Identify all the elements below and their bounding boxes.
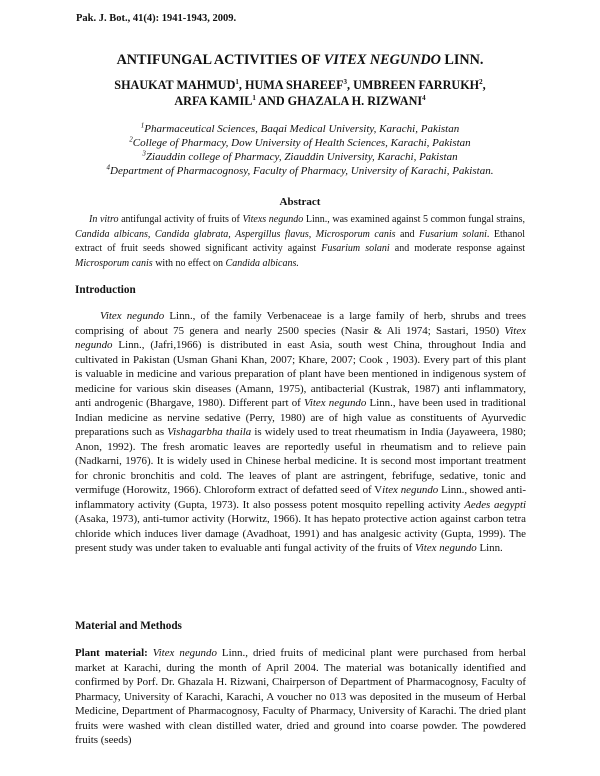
paper-title (0, 52, 600, 69)
affiliation-marker: 1 (140, 121, 145, 130)
title-prefix: ANTIFUNGAL ACTIVITIES OF (116, 52, 324, 68)
abstract-heading: Abstract (279, 196, 321, 208)
author-affil-marker: 1 (252, 93, 256, 102)
author-affil-marker: 4 (422, 93, 426, 102)
affiliation-3 (0, 151, 600, 163)
author-line-2 (0, 94, 600, 109)
author-separator: , (482, 78, 486, 92)
author-name: ARFA KAMIL (174, 94, 253, 108)
author-name: AND GHAZALA H. RIZWANI (255, 94, 423, 108)
author-name: , HUMA SHAREEF (238, 78, 344, 92)
affiliation-text: Department of Pharmacognosy, Faculty of Pharmacy, University of Karachi, Pakistan. (110, 165, 494, 177)
author-name: SHAUKAT MAHMUD (114, 78, 236, 92)
journal-citation: Pak. J. Bot., 41(4): 1941-1943, 2009. (76, 13, 237, 24)
affiliation-text: Ziauddin college of Pharmacy, Ziauddin University, Karachi, Pakistan (145, 151, 458, 163)
plant-material-label: Plant material: (75, 647, 148, 659)
author-affil-marker: 2 (479, 77, 483, 86)
author-line-1 (0, 78, 600, 93)
affiliation-marker: 2 (129, 135, 133, 144)
author-affil-marker: 1 (235, 77, 239, 86)
material-methods-heading: Material and Methods (75, 620, 182, 632)
introduction-paragraph: Vitex negundo Linn., of the family Verbenaceae is a large family of herb, shrubs and trees comprising of about 75 genera and nearly 2500 species (Nasir & Ali 1974; Sastari, 1950) Vitex negundo Linn., (Jafri,1966) is distributed in east Asia, south west China, throughout India and cultivated in Pakistan (Usman Ghani Khan, 2007; Khare, 2007; Cook , 1903). Every part of this plant is valuable in medicine and various preparation of plant have been mentioned in indigenous system of medicine for various skin diseases (Amann, 1975), antibacterial (Kustrak, 1987) anti inflammatory, anti androgenic (Bhargave, 1980). Different part of Vitex negundo Linn., have been used in traditional Indian medicine as nervine sedative (Perry, 1980) are of high value as constituents of Ayurvedic preparations such as Vishagarbha thaila is widely used to treat rheumatism in India (Jayaweera, 1980; Anon, 1992). The fresh aromatic leaves are reportedly useful in rheumatism and to relieve pain (Nadkarni, 1976). It is widely used in Chinese herbal medicine. It is second most important treatment for chronic bronchitis and cold. The leaves of plant are astringent, febrifuge, sedative, tonic and vermifuge (Horowitz, 1966). Chloroform extract of defatted seed of Vitex negundo Linn., showed anti-inflammatory activity (Gupta, 1973). It also possess potent mosquito repelling activity Aedes aegypti (Asaka, 1973), anti-tumor activity (Horwitz, 1966). It has hepato protective action against carbon tetra chloride which induces liver damage (Avadhoat, 1991) and has analgesic activity (Gupta, 1999). The present study was under taken to evaluable anti fungal activity of the fruits of Vitex negundo Linn. (75, 310, 526, 554)
affiliation-1 (0, 123, 600, 135)
affiliation-marker: 3 (142, 149, 146, 158)
author-affil-marker: 3 (343, 77, 348, 86)
plant-material-paragraph: Plant material: Vitex negundo Linn., dried fruits of medicinal plant were purchased from herbal market at Karachi, during the month of April 2004. The material was botanically identified and confirmed by Porf. Dr. Ghazala H. Rizwani, Chairperson of Department of Pharmacognosy, Faculty of Pharmacy, University of Karachi, Karachi, A voucher no 013 was deposited in the museum of Herbal Medicine, Department of Pharmacognosy, Faculty of Pharmacy, University of Karachi. The dried plant fruits were washed with clean distilled water, dried and ground into coarse powder. The powdered fruits (seeds) (75, 647, 526, 746)
affiliation-4 (0, 165, 600, 177)
affiliation-text: College of Pharmacy, Dow University of Health Sciences, Karachi, Pakistan (132, 137, 471, 149)
title-species: VITEX NEGUNDO (323, 52, 441, 68)
author-name: , UMBREEN FARRUKH (347, 78, 480, 92)
affiliation-text: Pharmaceutical Sciences, Baqai Medical University, Karachi, Pakistan (144, 123, 460, 135)
title-suffix: LINN. (440, 52, 484, 68)
affiliation-2 (0, 137, 600, 149)
introduction-heading: Introduction (75, 284, 136, 296)
affiliation-marker: 4 (106, 163, 111, 172)
abstract-text: In vitro antifungal activity of fruits of Vitexs negundo Linn., was examined against 5 common fungal strains, Candida albicans, Candida glabrata, Aspergillus flavus, Microsporum canis and Fusarium solani. Ethanol extract of fruit seeds showed significant activity against Fusarium solani and moderate response against Microsporum canis with no effect on Candida albicans. (75, 214, 525, 269)
